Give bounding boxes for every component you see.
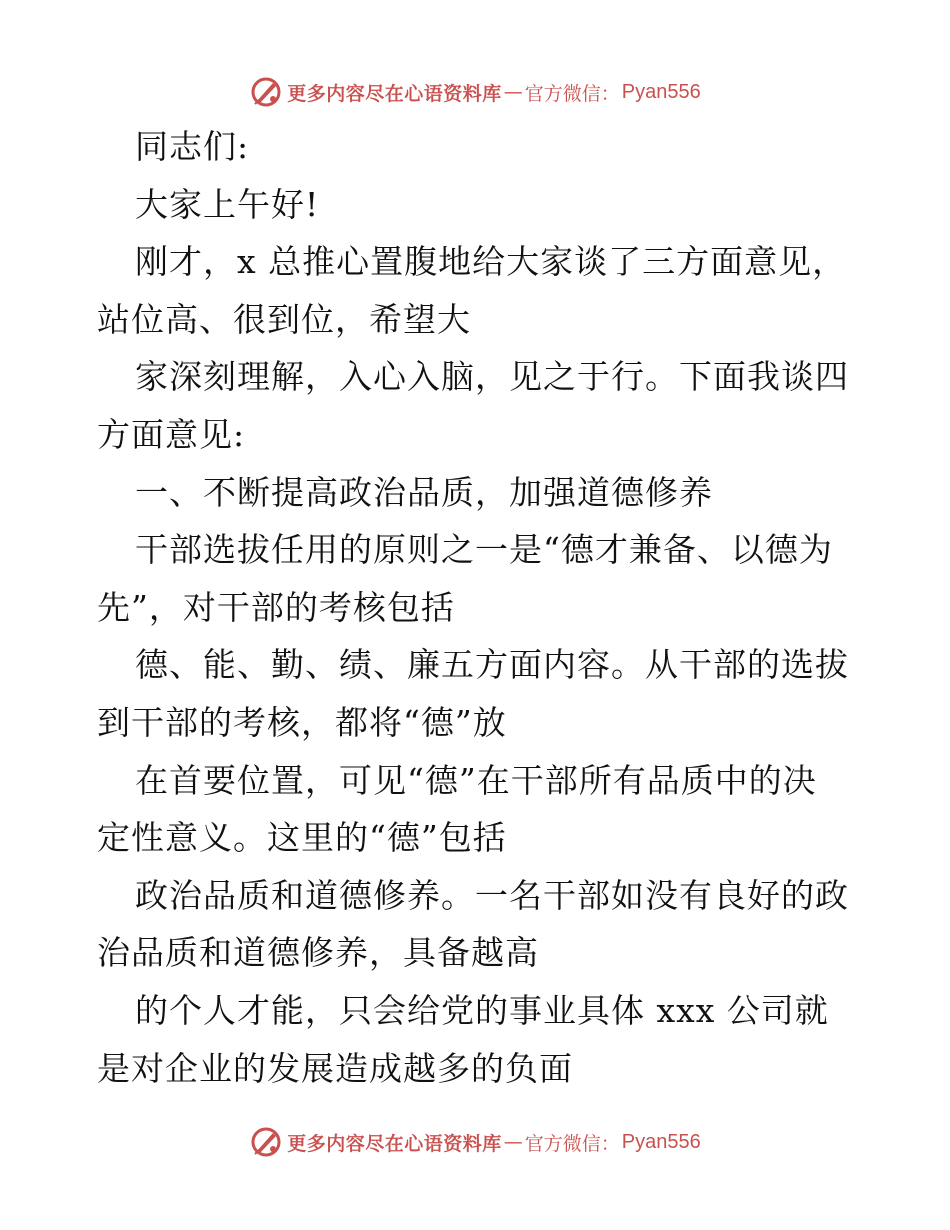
text-line: 到干部的考核，都将“德”放 — [97, 702, 507, 742]
watermark-dash: — — [503, 1131, 523, 1153]
watermark-official: 官方微信： — [524, 82, 620, 105]
text-line: 定性意义。这里的“德”包括 — [97, 818, 507, 858]
text-line: 刚才，x 总推心置腹地给大家谈了三方面意见， — [135, 242, 847, 282]
watermark-text: 更多内容尽在心语资料库 — [287, 1132, 502, 1155]
footer-watermark — [0, 1122, 950, 1162]
text-line: 在首要位置，可见“德”在干部所有品质中的决 — [135, 760, 817, 800]
text-line: 大家上午好! — [135, 184, 320, 224]
text-line: 的个人才能，只会给党的事业具体 xxx 公司就 — [135, 990, 829, 1030]
red-quill-circle-icon — [249, 1125, 283, 1159]
document-body — [97, 118, 857, 1097]
text-line: 方面意见: — [97, 414, 246, 454]
text-line: 德、能、勤、绩、廉五方面内容。从干部的选拔 — [135, 645, 849, 685]
text-line: 治品质和道德修养，具备越高 — [97, 933, 539, 973]
text-line: 是对企业的发展造成越多的负面 — [97, 1048, 573, 1088]
watermark-text: 更多内容尽在心语资料库 — [287, 82, 502, 105]
watermark-official: 官方微信： — [524, 1132, 620, 1155]
header-watermark — [0, 72, 950, 112]
text-line: 同志们: — [135, 127, 250, 166]
watermark-dash: — — [503, 81, 523, 103]
watermark-id: Pyan556 — [621, 1130, 701, 1153]
text-line: 一、不断提高政治品质，加强道德修养 — [135, 472, 713, 512]
text-line: 先”，对干部的考核包括 — [97, 587, 455, 627]
text-line: 政治品质和道德修养。一名干部如没有良好的政 — [135, 875, 849, 915]
text-line: 家深刻理解，入心入脑，见之于行。下面我谈四 — [135, 357, 849, 397]
text-line: 干部选拔任用的原则之一是“德才兼备、以德为 — [135, 530, 833, 570]
red-quill-circle-icon — [249, 75, 283, 109]
text-line: 站位高、很到位，希望大 — [97, 299, 471, 339]
watermark-id: Pyan556 — [621, 80, 701, 103]
